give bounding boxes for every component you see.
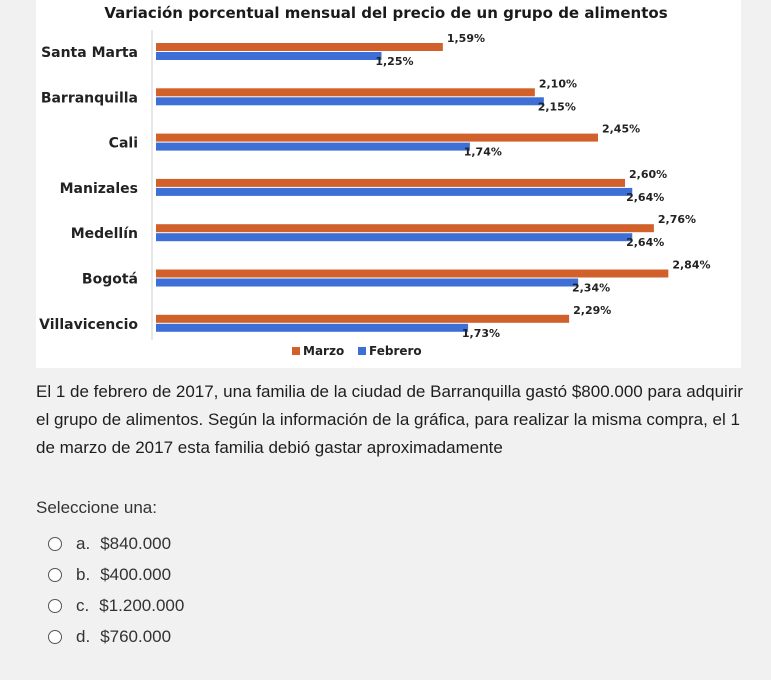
bar-marzo [156, 43, 443, 51]
chart-panel [36, 0, 741, 368]
option-text: $1.200.000 [99, 596, 185, 615]
value-label-febrero: 1,74% [463, 145, 502, 159]
option-letter: b. [76, 565, 91, 584]
bar-chart [36, 0, 741, 368]
bar-febrero [156, 324, 468, 332]
option-b[interactable] [48, 563, 171, 587]
value-label-febrero: 2,34% [571, 281, 611, 295]
question-text: El 1 de febrero de 2017, una familia de la ciudad de Barranquilla gastó $800.000 para adquirir el grupo de alimentos. Según la información de la gráfica, para realizar la misma compra, el 1 de marzo de 2017 esta familia debió gastar aproximadamente [36, 382, 743, 457]
category-label: Villavicencio [39, 316, 138, 333]
value-label-febrero: 1,25% [375, 55, 414, 68]
bar-marzo [156, 315, 569, 323]
radio-button[interactable] [48, 537, 62, 551]
bar-febrero [156, 52, 382, 60]
value-label-marzo: 2,76% [657, 213, 697, 227]
value-label-marzo: 2,29% [573, 303, 612, 317]
option-text: $840.000 [100, 534, 172, 553]
legend-swatch-marzo [292, 347, 300, 355]
select-prompt: Seleccione una: [36, 498, 157, 517]
option-d[interactable] [48, 625, 171, 649]
chart-title: Variación porcentual mensual del precio de un grupo de alimentos [104, 4, 668, 22]
category-label: Barranquilla [40, 90, 138, 107]
value-label-febrero: 2,15% [537, 100, 576, 114]
bar-marzo [156, 224, 654, 232]
category-label: Cali [108, 135, 138, 152]
category-label: Santa Marta [41, 45, 138, 61]
option-c[interactable] [48, 594, 184, 618]
radio-button[interactable] [48, 599, 62, 613]
bar-marzo [156, 134, 598, 142]
option-a[interactable] [48, 532, 171, 556]
bar-marzo [156, 88, 535, 96]
value-label-marzo: 2,84% [672, 258, 711, 272]
option-text: $400.000 [100, 565, 172, 584]
bar-febrero [156, 97, 544, 105]
value-label-marzo: 2,60% [629, 167, 668, 181]
value-label-febrero: 2,64% [626, 190, 665, 204]
option-text: $760.000 [100, 627, 172, 646]
option-letter: d. [76, 627, 91, 646]
value-label-marzo: 1,59% [446, 32, 486, 45]
legend-label-febrero: Febrero [369, 344, 422, 358]
value-label-febrero: 1,73% [461, 326, 501, 340]
value-label-marzo: 2,45% [601, 122, 641, 136]
bar-febrero [156, 279, 578, 287]
category-label: Bogotá [81, 271, 138, 288]
legend-label-marzo: Marzo [303, 344, 345, 358]
bar-marzo [156, 270, 668, 278]
radio-button[interactable] [48, 568, 62, 582]
value-label-marzo: 2,10% [538, 77, 578, 91]
category-label: Manizales [59, 180, 138, 197]
option-letter: a. [76, 534, 91, 553]
value-label-febrero: 2,64% [626, 236, 665, 250]
bar-febrero [156, 188, 632, 196]
category-label: Medellín [70, 226, 138, 243]
bar-febrero [156, 143, 470, 151]
option-letter: c. [76, 596, 90, 615]
bar-marzo [156, 179, 625, 187]
legend-swatch-febrero [358, 347, 366, 355]
radio-button[interactable] [48, 630, 62, 644]
bar-febrero [156, 233, 632, 241]
